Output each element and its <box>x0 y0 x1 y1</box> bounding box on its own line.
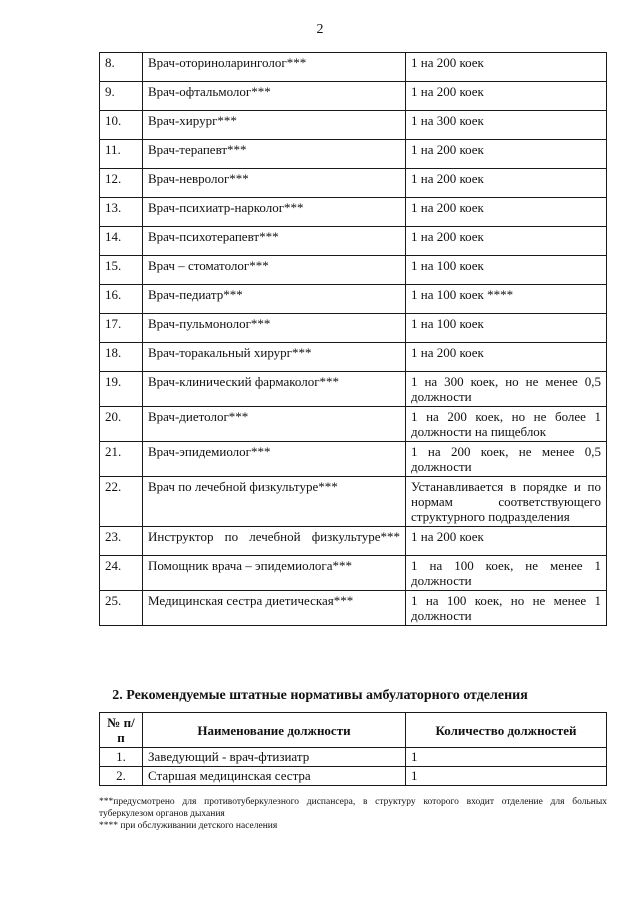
position-name: Заведующий - врач-фтизиатр <box>143 748 406 767</box>
row-number: 25. <box>100 591 143 626</box>
position-name: Врач по лечебной физкультуре*** <box>143 477 406 527</box>
table-row <box>100 527 607 556</box>
page-number: 2 <box>316 22 324 37</box>
table-row <box>100 285 607 314</box>
table-row <box>100 748 607 767</box>
header-quantity: Количество должностей <box>406 713 607 748</box>
position-quantity: 1 на 300 коек <box>406 111 607 140</box>
row-number: 2. <box>100 767 143 786</box>
table-row <box>100 140 607 169</box>
footnote-quad-asterisk: **** при обслуживании детского населения <box>99 821 278 831</box>
position-quantity: 1 на 100 коек, но не менее 1 должности <box>406 591 607 626</box>
table-header-row <box>100 713 607 748</box>
position-name: Врач-торакальный хирург*** <box>143 343 406 372</box>
position-quantity: 1 на 100 коек, не менее 1 должности <box>406 556 607 591</box>
table-row <box>100 343 607 372</box>
position-name: Врач-офтальмолог*** <box>143 82 406 111</box>
table-row <box>100 256 607 285</box>
table-row <box>100 111 607 140</box>
table-row <box>100 227 607 256</box>
row-number: 9. <box>100 82 143 111</box>
row-number: 24. <box>100 556 143 591</box>
table-row <box>100 591 607 626</box>
position-name: Врач-невролог*** <box>143 169 406 198</box>
position-quantity: 1 <box>406 748 607 767</box>
table-row <box>100 556 607 591</box>
footnote-triple-asterisk: ***предусмотрено для противотуберкулезного диспансера, в структуру которого входит отделение для больных туберкулезом органов дыхания <box>99 797 607 819</box>
position-quantity: 1 на 200 коек <box>406 527 607 556</box>
row-number: 10. <box>100 111 143 140</box>
position-quantity: 1 на 200 коек <box>406 227 607 256</box>
table-row <box>100 477 607 527</box>
row-number: 16. <box>100 285 143 314</box>
position-name: Врач-диетолог*** <box>143 407 406 442</box>
position-name: Врач-клинический фармаколог*** <box>143 372 406 407</box>
row-number: 1. <box>100 748 143 767</box>
position-name: Врач-эпидемиолог*** <box>143 442 406 477</box>
row-number: 23. <box>100 527 143 556</box>
position-quantity: 1 на 200 коек, не менее 0,5 должности <box>406 442 607 477</box>
row-number: 11. <box>100 140 143 169</box>
position-quantity: 1 на 100 коек **** <box>406 285 607 314</box>
table-row <box>100 442 607 477</box>
row-number: 17. <box>100 314 143 343</box>
position-name: Помощник врача – эпидемиолога*** <box>143 556 406 591</box>
header-position: Наименование должности <box>143 713 406 748</box>
table-row <box>100 53 607 82</box>
staff-norms-table <box>99 52 607 626</box>
position-quantity: 1 на 200 коек <box>406 53 607 82</box>
row-number: 18. <box>100 343 143 372</box>
position-quantity: 1 на 200 коек <box>406 169 607 198</box>
table-row <box>100 169 607 198</box>
row-number: 14. <box>100 227 143 256</box>
table-row <box>100 314 607 343</box>
position-quantity: 1 на 200 коек, но не более 1 должности на пищеблок <box>406 407 607 442</box>
position-quantity: 1 на 100 коек <box>406 314 607 343</box>
row-number: 21. <box>100 442 143 477</box>
row-number: 15. <box>100 256 143 285</box>
position-quantity: 1 на 200 коек <box>406 140 607 169</box>
header-num: № п/п <box>100 713 143 748</box>
staff-norms-body <box>100 53 607 626</box>
footnotes <box>99 796 607 832</box>
position-quantity: 1 на 300 коек, но не менее 0,5 должности <box>406 372 607 407</box>
row-number: 8. <box>100 53 143 82</box>
position-name: Врач-пульмонолог*** <box>143 314 406 343</box>
outpatient-norms-table <box>99 712 607 786</box>
position-quantity: 1 на 200 коек <box>406 82 607 111</box>
section-title: 2. Рекомендуемые штатные нормативы амбулаторного отделения <box>112 688 528 703</box>
table-row <box>100 198 607 227</box>
position-name: Врач – стоматолог*** <box>143 256 406 285</box>
position-name: Инструктор по лечебной физкультуре*** <box>143 527 406 556</box>
position-name: Врач-психотерапевт*** <box>143 227 406 256</box>
row-number: 20. <box>100 407 143 442</box>
row-number: 19. <box>100 372 143 407</box>
position-name: Врач-педиатр*** <box>143 285 406 314</box>
position-name: Врач-оториноларинголог*** <box>143 53 406 82</box>
outpatient-norms-body <box>100 748 607 786</box>
table-row <box>100 372 607 407</box>
position-name: Врач-терапевт*** <box>143 140 406 169</box>
position-name: Старшая медицинская сестра <box>143 767 406 786</box>
position-quantity: 1 на 200 коек <box>406 198 607 227</box>
position-quantity: 1 на 200 коек <box>406 343 607 372</box>
position-name: Врач-хирург*** <box>143 111 406 140</box>
position-name: Медицинская сестра диетическая*** <box>143 591 406 626</box>
position-quantity: Устанавливается в порядке и по нормам соответствующего структурного подразделения <box>406 477 607 527</box>
row-number: 12. <box>100 169 143 198</box>
row-number: 22. <box>100 477 143 527</box>
position-quantity: 1 <box>406 767 607 786</box>
table-row <box>100 767 607 786</box>
position-name: Врач-психиатр-нарколог*** <box>143 198 406 227</box>
table-row <box>100 407 607 442</box>
table-row <box>100 82 607 111</box>
position-quantity: 1 на 100 коек <box>406 256 607 285</box>
row-number: 13. <box>100 198 143 227</box>
